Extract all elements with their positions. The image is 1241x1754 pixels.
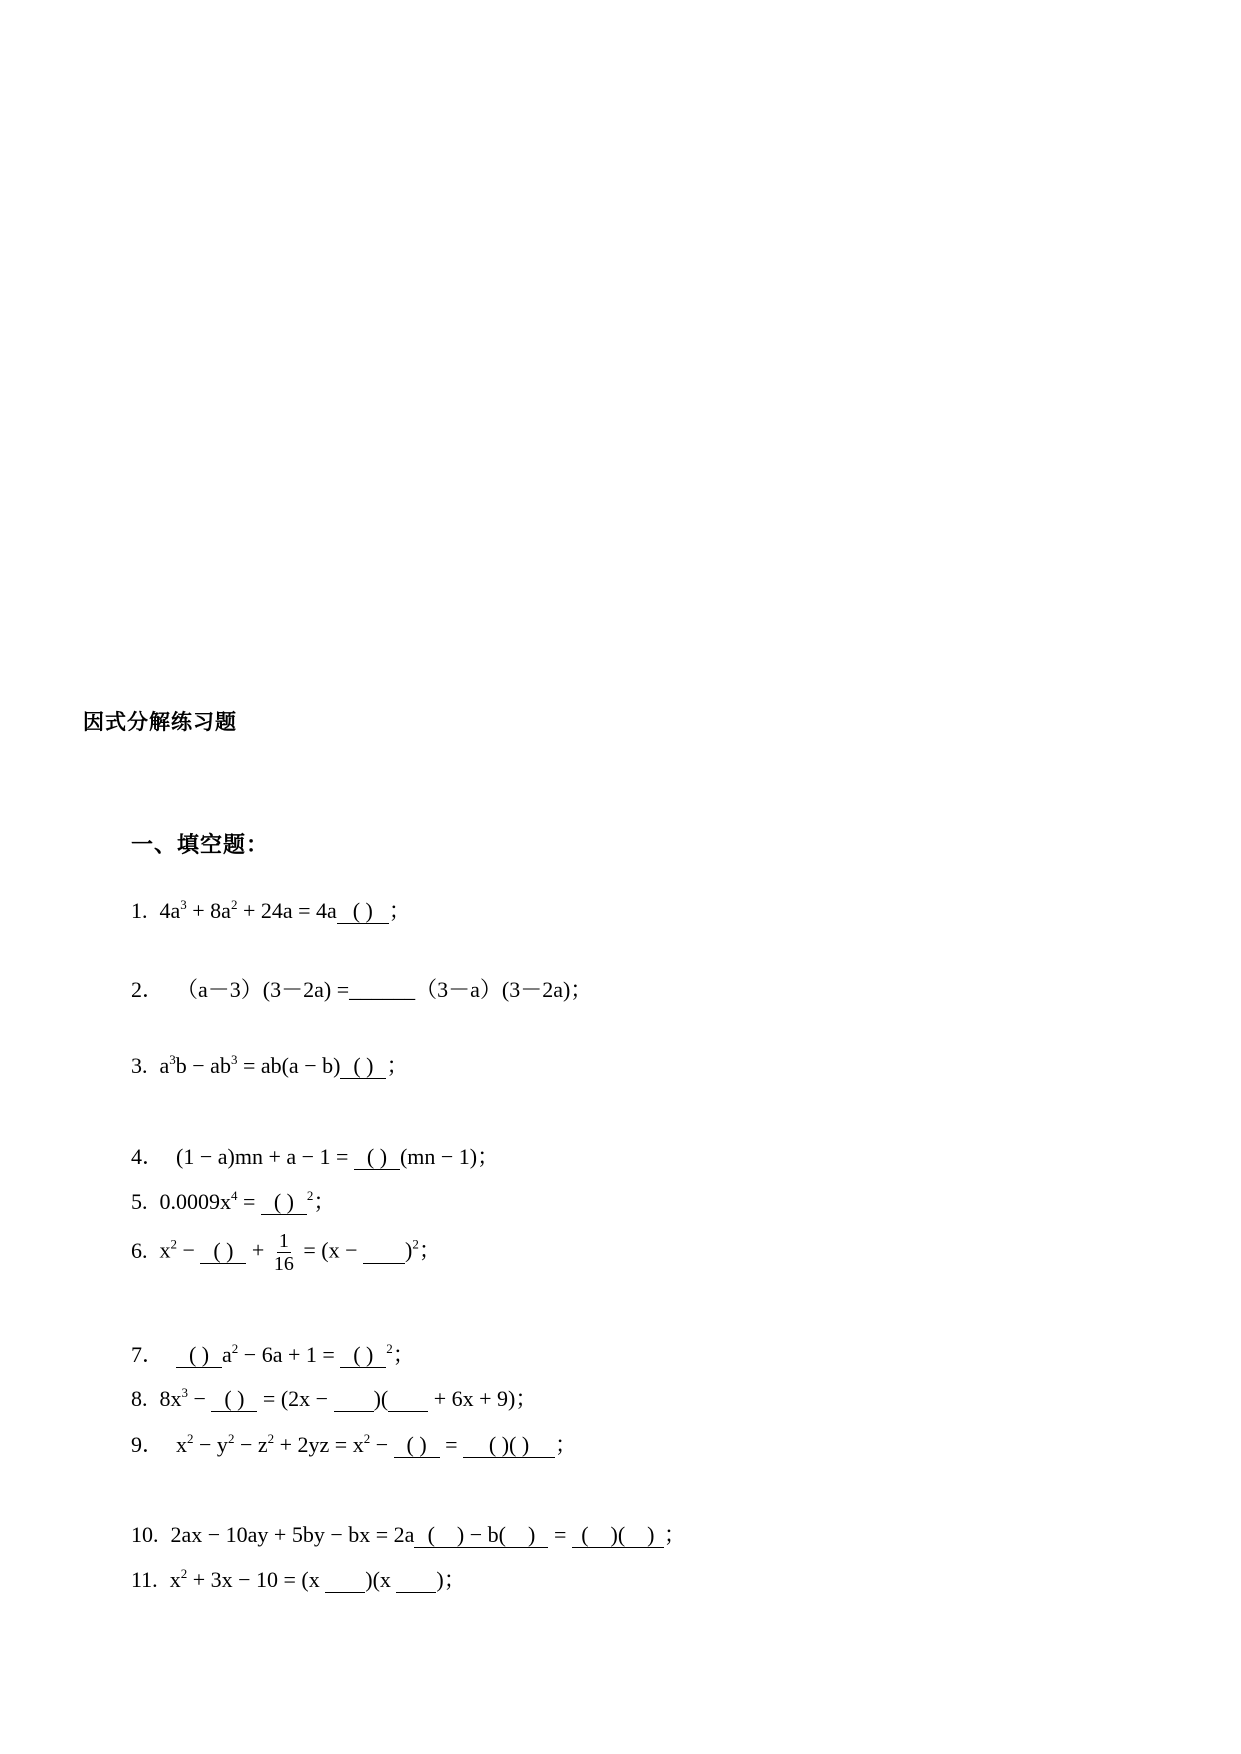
question-number: 7． [131, 1342, 165, 1367]
expr-text: x [169, 1567, 181, 1592]
expr-text: − z [234, 1432, 268, 1457]
answer-blank[interactable] [334, 1386, 374, 1412]
expr-text: + 24a = 4a [237, 898, 337, 923]
question-8 [131, 1385, 537, 1412]
exponent: 2 [267, 1431, 275, 1446]
expr-text: = [439, 1432, 464, 1457]
answer-blank[interactable]: ( ) [340, 1053, 386, 1079]
expr-text: − [177, 1237, 201, 1263]
exponent: 2 [412, 1236, 419, 1252]
expr-text: (1 − a)mn + a − 1 = [176, 1144, 354, 1169]
exponent: 4 [231, 1188, 238, 1203]
exponent: 3 [230, 1052, 238, 1067]
answer-blank[interactable]: ( ) [394, 1432, 440, 1458]
exponent: 2 [386, 1341, 393, 1356]
expr-text: = (x − [297, 1237, 363, 1263]
question-number: 11. [131, 1567, 158, 1592]
exponent: 2 [187, 1431, 194, 1446]
question-number: 10. [131, 1522, 159, 1547]
expr-text: + 3x − 10 = (x [187, 1567, 326, 1592]
expr-text: ； [663, 1522, 686, 1547]
expr-text: )(x [365, 1567, 397, 1592]
question-number: 4． [131, 1144, 165, 1169]
expr-text: 0.0009x [159, 1189, 231, 1214]
fraction [274, 1230, 294, 1275]
exponent: 2 [363, 1431, 371, 1446]
question-6 [131, 1230, 441, 1275]
section-heading: 一、填空题： [131, 833, 270, 858]
question-11 [131, 1566, 466, 1593]
expr-text: x [176, 1432, 188, 1457]
answer-blank[interactable]: ( )( ) [572, 1522, 664, 1548]
answer-blank[interactable]: ( ) [337, 898, 389, 924]
answer-blank[interactable] [363, 1238, 405, 1264]
question-10 [131, 1522, 686, 1548]
question-number: 5. [131, 1189, 148, 1214]
question-2 [131, 977, 592, 1003]
fraction-numerator: 1 [278, 1230, 289, 1252]
expr-text: − [188, 1386, 212, 1411]
question-number: 3. [131, 1053, 148, 1078]
expr-text: 2ax − 10ay + 5by − bx = 2a [170, 1522, 415, 1547]
answer-blank[interactable]: ( ) − b( ) [414, 1522, 548, 1548]
exponent: 2 [230, 897, 238, 912]
question-number: 1. [131, 898, 148, 923]
expr-text: − 6a + 1 = [238, 1342, 341, 1367]
expr-text: b − ab [175, 1053, 231, 1078]
expr-text: = [237, 1189, 261, 1214]
answer-blank[interactable]: ( )( ) [463, 1432, 555, 1458]
answer-blank[interactable] [325, 1567, 365, 1593]
expr-text: = (2x − [257, 1386, 334, 1411]
expr-text: + 8a [186, 898, 231, 923]
expr-text: = ab(a − b) [237, 1053, 341, 1078]
exponent: 2 [170, 1236, 177, 1252]
expr-text: 4a [159, 898, 181, 923]
expr-text: + 2yz = x [274, 1432, 364, 1457]
expr-text: ； [555, 1432, 578, 1457]
expr-text: )； [436, 1567, 466, 1592]
expr-text: ； [386, 1053, 409, 1078]
answer-blank[interactable]: ( ) [211, 1386, 257, 1412]
expr-text: = [548, 1522, 572, 1547]
question-5 [131, 1188, 335, 1215]
expr-text: + 6x + 9)； [428, 1386, 538, 1411]
expr-text: a [222, 1342, 232, 1367]
expr-text: ； [313, 1189, 336, 1214]
question-4 [131, 1144, 499, 1170]
answer-blank[interactable]: ( ) [200, 1238, 246, 1264]
exponent: 2 [227, 1431, 235, 1446]
expr-text: 8x [159, 1386, 182, 1411]
answer-blank[interactable] [388, 1386, 428, 1412]
question-3 [131, 1052, 408, 1079]
page-title: 因式分解练习题 [83, 710, 237, 734]
question-number: 6. [131, 1237, 148, 1263]
expr-text[interactable]: （a－3）(3－2a) =______（3－a）(3－2a)； [176, 977, 593, 1002]
exponent: 3 [180, 897, 187, 912]
answer-blank[interactable]: ( ) [261, 1189, 307, 1215]
expr-text: ； [388, 898, 411, 923]
expr-text: (mn − 1)； [399, 1144, 500, 1169]
fraction-denominator: 16 [273, 1253, 294, 1275]
expr-text: x [159, 1237, 171, 1263]
question-number: 2． [131, 977, 165, 1002]
question-number: 8. [131, 1386, 148, 1411]
answer-blank[interactable]: ( ) [340, 1342, 386, 1368]
exponent: 2 [231, 1341, 239, 1356]
exponent: 3 [181, 1385, 188, 1400]
expr-text: − y [193, 1432, 228, 1457]
exponent: 3 [169, 1052, 176, 1067]
expr-text: a [159, 1053, 170, 1078]
question-1 [131, 897, 411, 924]
answer-blank[interactable] [396, 1567, 436, 1593]
expr-text: + [246, 1237, 270, 1263]
question-9 [131, 1431, 577, 1458]
answer-blank[interactable]: ( ) [176, 1342, 222, 1368]
question-7 [131, 1341, 415, 1368]
expr-text: ) [404, 1237, 413, 1263]
expr-text: ； [392, 1342, 415, 1367]
exponent: 2 [180, 1566, 188, 1581]
expr-text: ； [418, 1237, 441, 1263]
exponent: 2 [306, 1188, 314, 1203]
expr-text: )( [373, 1386, 389, 1411]
question-number: 9． [131, 1432, 165, 1457]
answer-blank[interactable]: ( ) [354, 1144, 400, 1170]
expr-text: − [370, 1432, 394, 1457]
